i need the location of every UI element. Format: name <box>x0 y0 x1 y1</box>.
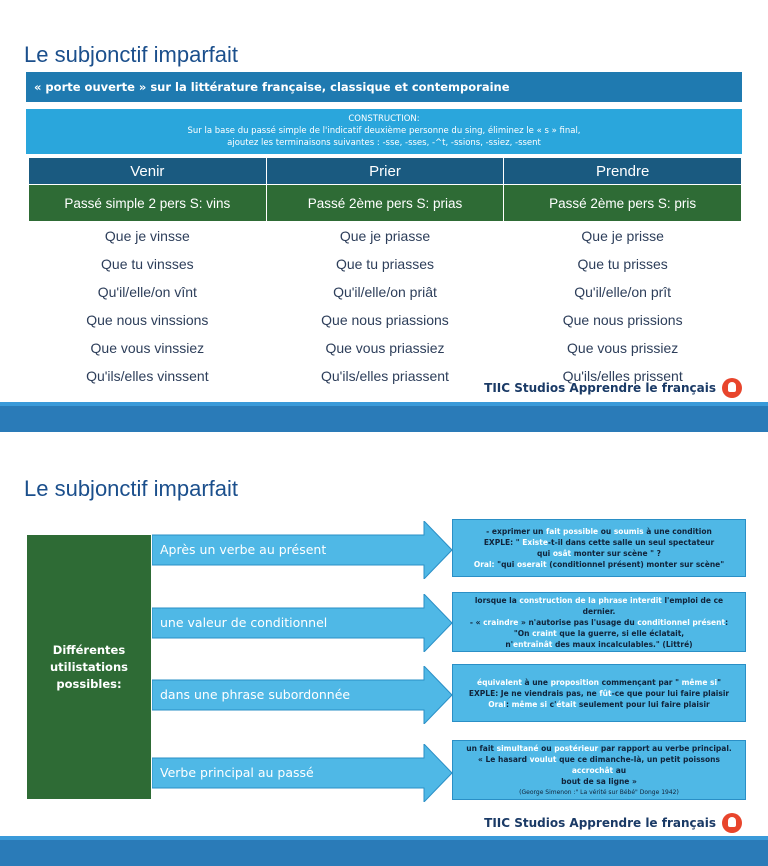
construction-line-1: Sur la base du passé simple de l'indicatif deuxième personne du sing, éliminez le « s » final, <box>187 126 581 136</box>
form-cell: Que je prisse <box>581 228 664 244</box>
usages-box <box>27 535 151 799</box>
form-cell: Que tu prisses <box>577 256 668 272</box>
desc-line: qui osât monter sur scène " ? <box>536 549 662 558</box>
desc-line: Oral: même si c'était seulement pour lui faire plaisir <box>488 699 710 709</box>
usage-label: dans une phrase subordonnée <box>160 687 351 702</box>
form-cell: Que je priasse <box>339 228 431 244</box>
desc-line: EXPLE: Je ne viendrais pas, ne fût-ce que pour lui faire plaisir <box>468 688 730 698</box>
desc-line: "On craint que la guerre, si elle éclatait, <box>513 628 685 638</box>
usage-label: Après un verbe au présent <box>160 542 327 557</box>
desc-line: « Le hasard voulut que ce dimanche-là, un petit poissons accrochât au <box>478 754 720 775</box>
slide-title: Le subjonctif imparfait <box>24 476 238 501</box>
usage-description <box>452 740 746 800</box>
passe-simple-cell: Passé 2ème pers S: prias <box>266 185 504 222</box>
usages-label: Différentes utilistations possibles: <box>50 642 128 691</box>
form-cell: Que tu priasses <box>335 256 435 272</box>
form-cell: Qu'il/elle/on priât <box>333 284 437 300</box>
desc-line: EXPLE: " Existe-t-il dans cette salle un seul spectateur <box>483 538 715 547</box>
desc-line: - exprimer un fait possible ou soumis à une condition <box>486 527 712 536</box>
form-cell: Qu'il/elle/on prît <box>574 284 672 300</box>
usage-description <box>452 664 746 722</box>
desc-line: Oral: "qui oserait (conditionnel présent) monter sur scène" <box>473 560 725 569</box>
footer-bar <box>0 402 768 432</box>
passe-simple-cell: Passé 2ème pers S: pris <box>504 185 742 222</box>
footer-bar <box>0 836 768 866</box>
desc-line: un fait simultané ou postérieur par rapport au verbe principal. <box>466 743 732 753</box>
usage-arrow <box>152 594 452 648</box>
desc-line: n'entraînât des maux incalculables." (Littré) <box>505 639 693 649</box>
verb-header: Venir <box>29 158 267 185</box>
banner: « porte ouverte » sur la littérature française, classique et contemporaine <box>26 72 742 102</box>
brand <box>484 813 742 833</box>
usage-label: Verbe principal au passé <box>160 765 314 780</box>
desc-line: bout de sa ligne » <box>561 776 637 786</box>
desc-line: équivalent à une proposition commençant par " même si" <box>477 677 721 687</box>
verb-header: Prier <box>266 158 504 185</box>
passe-simple-cell: Passé simple 2 pers S: vins <box>29 185 267 222</box>
form-cell: Que vous vinssiez <box>90 340 205 356</box>
slide-1 <box>0 0 768 432</box>
form-cell: Que je vinsse <box>104 228 190 244</box>
form-cell: Que nous priassions <box>321 312 449 328</box>
desc-line: - « craindre » n'autorise pas l'usage du conditionnel présent: <box>469 617 729 627</box>
usage-arrow <box>152 521 452 575</box>
form-cell: Que vous priassiez <box>325 340 445 356</box>
form-cell: Que vous prissiez <box>567 340 679 356</box>
logo-icon <box>722 813 742 833</box>
slide-2 <box>0 432 768 866</box>
verb-header: Prendre <box>504 158 742 185</box>
brand <box>484 378 742 398</box>
usage-description <box>452 592 746 652</box>
usage-label: une valeur de conditionnel <box>160 615 328 630</box>
desc-line: (George Simenon :" La vérité sur Bébé" Donge 1942) <box>519 788 679 796</box>
usage-arrow <box>152 666 452 720</box>
usage-description <box>452 519 746 577</box>
form-cell: Qu'ils/elles prissent <box>562 368 683 384</box>
form-cell: Que nous prissions <box>562 312 683 328</box>
logo-icon <box>722 378 742 398</box>
form-cell: Qu'ils/elles priassent <box>321 368 449 384</box>
construction-heading: CONSTRUCTION: <box>348 114 420 124</box>
form-cell: Que tu vinsses <box>101 256 194 272</box>
brand-text: TIIC Studios Apprendre le français <box>484 381 716 395</box>
construction-box <box>26 109 742 154</box>
usage-arrow <box>152 744 452 798</box>
slide-title: Le subjonctif imparfait <box>24 42 238 67</box>
conjugation-table <box>28 157 742 390</box>
brand-text: TIIC Studios Apprendre le français <box>484 816 716 830</box>
form-cell: Qu'il/elle/on vînt <box>97 284 197 300</box>
desc-line: lorsque la construction de la phrase interdit l'emploi de ce dernier. <box>474 595 724 616</box>
form-cell: Qu'ils/elles vinssent <box>86 368 209 384</box>
form-cell: Que nous vinssions <box>86 312 209 328</box>
construction-line-2: ajoutez les terminaisons suivantes : -sse, -sses, -^t, -ssions, -ssiez, -ssent <box>227 138 541 148</box>
